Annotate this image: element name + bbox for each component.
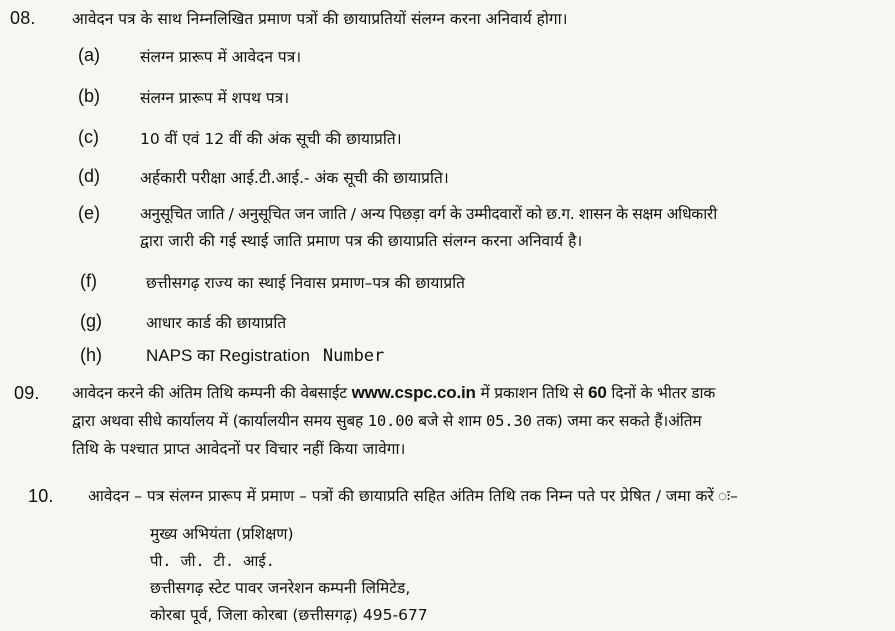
item-text: अर्हकारी परीक्षा आई.टी.आई.- अंक सूची की छायाप्रति। (140, 169, 449, 187)
item-label: (d) (78, 166, 100, 186)
item-text-line-2: द्वारा जारी की गई स्थाई जाति प्रमाण पत्र की छायाप्रति संलग्न करना अनिवार्य है। (140, 232, 583, 250)
item-text: संलग्न प्रारूप में आवेदन पत्र। (140, 48, 302, 66)
days-count: 60 (588, 383, 607, 402)
section-number: 09. (14, 383, 40, 403)
item-text: संलग्न प्रारूप में शपथ पत्र। (140, 89, 290, 107)
address-line: छत्तीसगढ़ स्टेट पावर जनरेशन कम्पनी लिमिटेड, (150, 579, 411, 597)
item-text-line-1: अनुसूचित जाति / अनुसूचित जन जाति / अन्य पिछड़ा वर्ग के उम्मीदवारों को छ.ग. शासन के सक्षम अधिकारी (140, 205, 717, 223)
item-label: (b) (78, 86, 100, 106)
text-fragment: दिनों के भीतर डाक (611, 384, 716, 402)
naps-number-label: Number (322, 346, 385, 366)
time-start: 10.00 (367, 412, 414, 430)
item-label: (c) (78, 127, 99, 147)
text-fragment: तक) जमा कर सकते हैं।अंतिम (536, 412, 702, 430)
address-line: कोरबा पूर्व, जिला कोरबा (छत्तीसगढ़) 495-677 (150, 606, 428, 624)
naps-registration-label: NAPS का Registration (146, 346, 310, 365)
text-fragment: द्वारा अथवा सीधे कार्यालय में (कार्यालयीन समय सुबह (72, 412, 364, 430)
item-label: (e) (78, 203, 100, 223)
section-number: 10. (28, 486, 54, 506)
text-fragment: में प्रकाशन तिथि से (480, 384, 584, 402)
item-text (146, 343, 384, 369)
section-heading: आवेदन – पत्र संलग्न प्रारूप में प्रमाण – पत्रों की छायाप्रति सहित अंतिम तिथि तक निम्न पते पर प्रेषित / जमा करें ः– (88, 487, 738, 505)
item-label: (h) (80, 345, 102, 365)
address-line: मुख्य अभियंता (प्रशिक्षण) (150, 525, 294, 543)
item-label: (f) (80, 271, 97, 291)
time-end: 05.30 (486, 412, 532, 430)
item-text: 10 वीं एवं 12 वीं की अंक सूची की छायाप्रति। (140, 130, 402, 148)
address-line: पी. जी. टी. आई. (150, 552, 275, 570)
item-text: छत्तीसगढ़ राज्य का स्थाई निवास प्रमाण–पत्र की छायाप्रति (146, 274, 466, 292)
item-text: आधार कार्ड की छायाप्रति (146, 314, 287, 332)
item-label: (a) (78, 45, 100, 65)
text-fragment: बजे से शाम (418, 412, 482, 430)
text-fragment: आवेदन करने की अंतिम तिथि कम्पनी की वेबसाईट (72, 384, 347, 402)
section-number: 08. (10, 8, 36, 28)
section-heading: आवेदन पत्र के साथ निम्नलिखित प्रमाण पत्रों की छायाप्रतियों संलग्न करना अनिवार्य होगा। (72, 10, 568, 28)
section-line-3: तिथि के पश्चात प्राप्त आवेदनों पर विचार नहीं किया जावेगा। (72, 440, 406, 458)
item-label: (g) (80, 311, 102, 331)
section-line-1 (72, 380, 715, 406)
section-line-2 (72, 408, 701, 434)
website-link[interactable]: www.cspc.co.in (351, 383, 476, 402)
